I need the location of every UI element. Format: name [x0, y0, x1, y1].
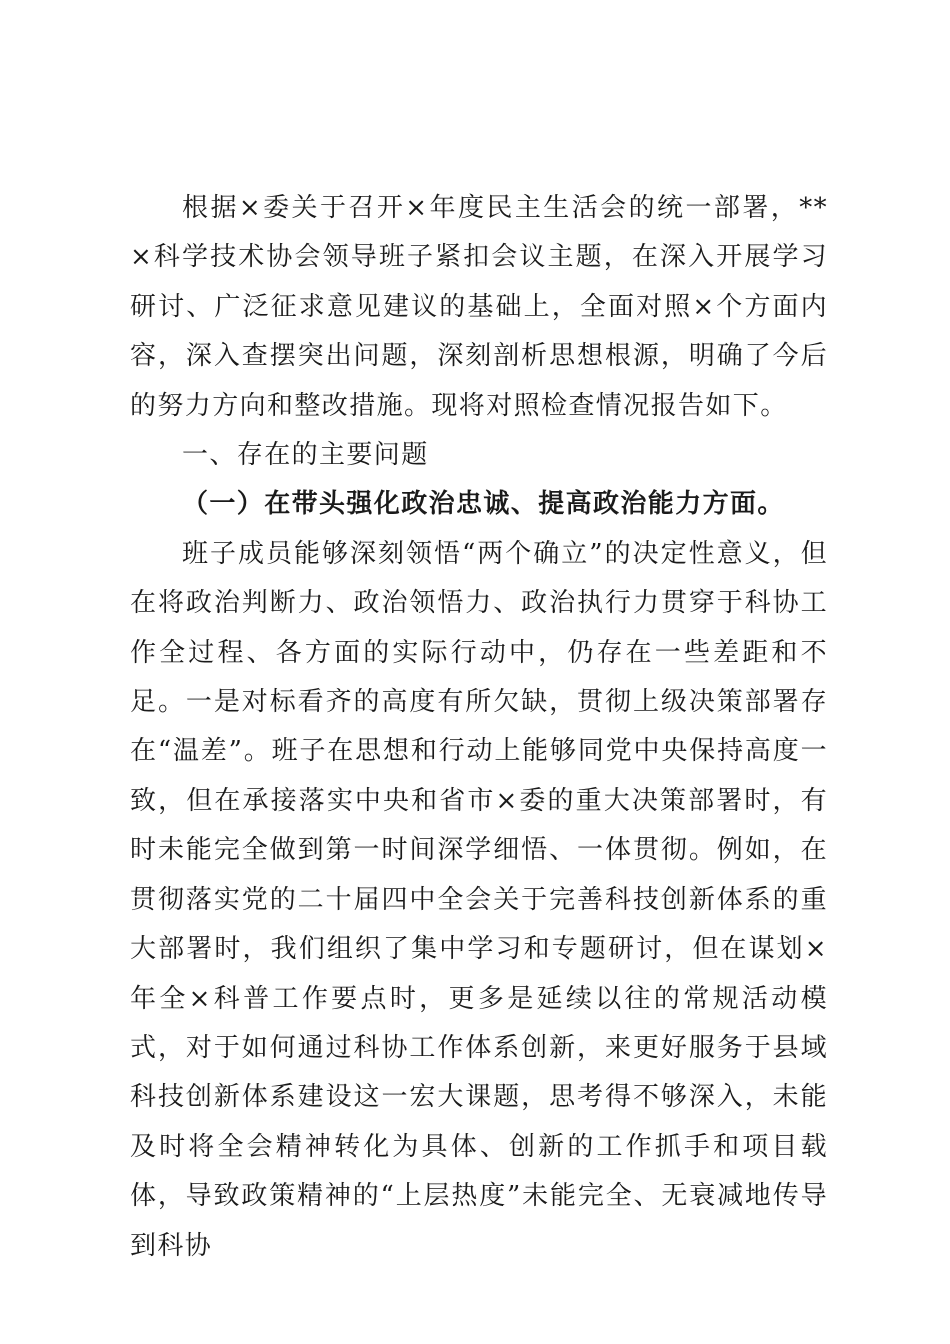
- intro-paragraph: 根据×委关于召开×年度民主生活会的统一部署，**×科学技术协会领导班子紧扣会议主题，在深入开展学习研讨、广泛征求意见建议的基础上，全面对照×个方面内容，深入查摆突出问题，深刻剖析思想根源，明确了今后的努力方向和整改措施。现将对照检查情况报告如下。: [130, 193, 828, 421]
- document-body: [130, 184, 828, 1271]
- section-heading: 一、存在的主要问题: [182, 440, 429, 471]
- subsection-heading: （一）在带头强化政治忠诚、提高政治能力方面。: [182, 489, 785, 520]
- body-paragraph: 班子成员能够深刻领悟“两个确立”的决定性意义，但在将政治判断力、政治领悟力、政治执行力贯穿于科协工作全过程、各方面的实际行动中，仍存在一些差距和不足。一是对标看齐的高度有所欠缺，贯彻上级决策部署存在“温差”。班子在思想和行动上能够同党中央保持高度一致，但在承接落实中央和省市×委的重大决策部署时，有时未能完全做到第一时间深学细悟、一体贯彻。例如，在贯彻落实党的二十届四中全会关于完善科技创新体系的重大部署时，我们组织了集中学习和专题研讨，但在谋划×年全×科普工作要点时，更多是延续以往的常规活动模式，对于如何通过科协工作体系创新，来更好服务于县域科技创新体系建设这一宏大课题，思考得不够深入，未能及时将全会精神转化为具体、创新的工作抓手和项目载体，导致政策精神的“上层热度”未能完全、无衰减地传导到科协: [130, 538, 828, 1261]
